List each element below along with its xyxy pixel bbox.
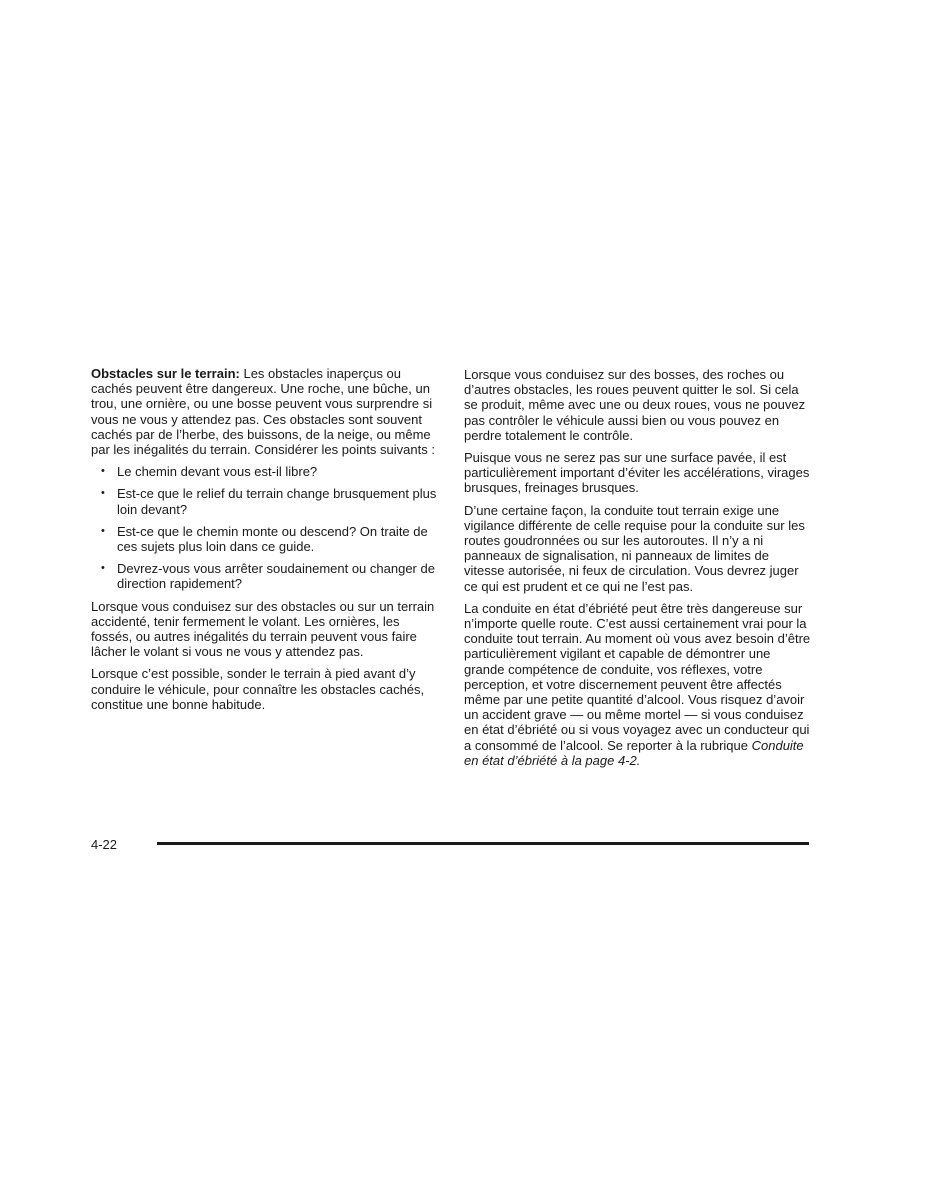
intro-paragraph [91,366,439,457]
intro-text: Les obstacles inaperçus ou cachés peuvent être dangereux. Une roche, une bûche, un trou, une ornière, ou une bosse peuvent vous surprendre si vous ne vous y attendez pas. Ces obstacles sont souvent cachés par de l’herbe, des buissons, de la neige, ou même par les inégalités du terrain. Considérer les points suivants : [91,366,435,458]
body-paragraph: Lorsque vous conduisez sur des bosses, des roches ou d’autres obstacles, les roues peuvent quitter le sol. Si cela se produit, même avec une ou deux roues, vous ne pouvez pas contrôler le véhicule aussi bien ou vous pouvez en perdre totalement le contrôle. [464,367,806,443]
list-item: • Le chemin devant vous est-il libre? [101,464,318,480]
body-paragraph: Lorsque c’est possible, sonder le terrain à pied avant d’y conduire le véhicule, pour connaître les obstacles cachés, constitue une bonne habitude. [91,666,425,712]
bullet-icon: • [101,487,105,500]
section-heading: Obstacles sur le terrain: [91,366,240,381]
drinking-paragraph-text: La conduite en état d’ébriété peut être très dangereuse sur n’importe quelle route. C’est aussi certainement vrai pour la conduite tout terrain. Au moment où vous avez besoin d’être particulièrement vigilant et capable de démontrer une grande compétence de conduite, vos réflexes, votre perception, et votre discernement peuvent être affectés même par une petite quantité d’alcool. Vous risquez d’avoir un accident grave — ou même mortel — si vous conduisez en état d’ébriété ou si vous voyagez avec un conducteur qui a consommé de l’alcool. Se reporter à la rubrique [464,600,811,753]
list-item: • Est-ce que le chemin monte ou descend? On traite de ces sujets plus loin dans ce guide. [101,523,428,555]
bullet-icon: • [101,524,105,537]
body-paragraph: D’une certaine façon, la conduite tout terrain exige une vigilance différente de celle requise pour la conduite sur les routes goudronnées ou sur les autoroutes. Il n’y a ni panneaux de signalisation, ni panneaux de limites de vitesse autorisée, ni feux de circulation. Vous devrez juger ce qui est prudent et ce qui ne l’est pas. [464,502,805,594]
bullet-icon: • [101,562,105,575]
body-paragraph-last [464,601,812,768]
left-column [91,366,439,719]
bullet-list [91,464,439,591]
body-paragraph: Lorsque vous conduisez sur des obstacles ou sur un terrain accidenté, tenir fermement le volant. Les ornières, les fossés, ou autres inégalités du terrain peuvent vous faire lâcher le volant si vous ne vous y attendez pas. [91,598,435,660]
list-item: • Devrez-vous vous arrêter soudainement ou changer de direction rapidement? [101,561,435,592]
list-item: • Est-ce que le relief du terrain change brusquement plus loin devant? [101,486,437,517]
right-column [464,367,812,775]
bullet-icon: • [101,465,105,478]
cross-reference: Conduite en état d’ébriété à la page 4-2. [464,737,804,768]
footer-rule [157,842,809,845]
page-number: 4-22 [91,837,118,852]
body-paragraph: Puisque vous ne serez pas sur une surface pavée, il est particulièrement important d’éviter les accélérations, virages brusques, freinages brusques. [464,450,810,496]
